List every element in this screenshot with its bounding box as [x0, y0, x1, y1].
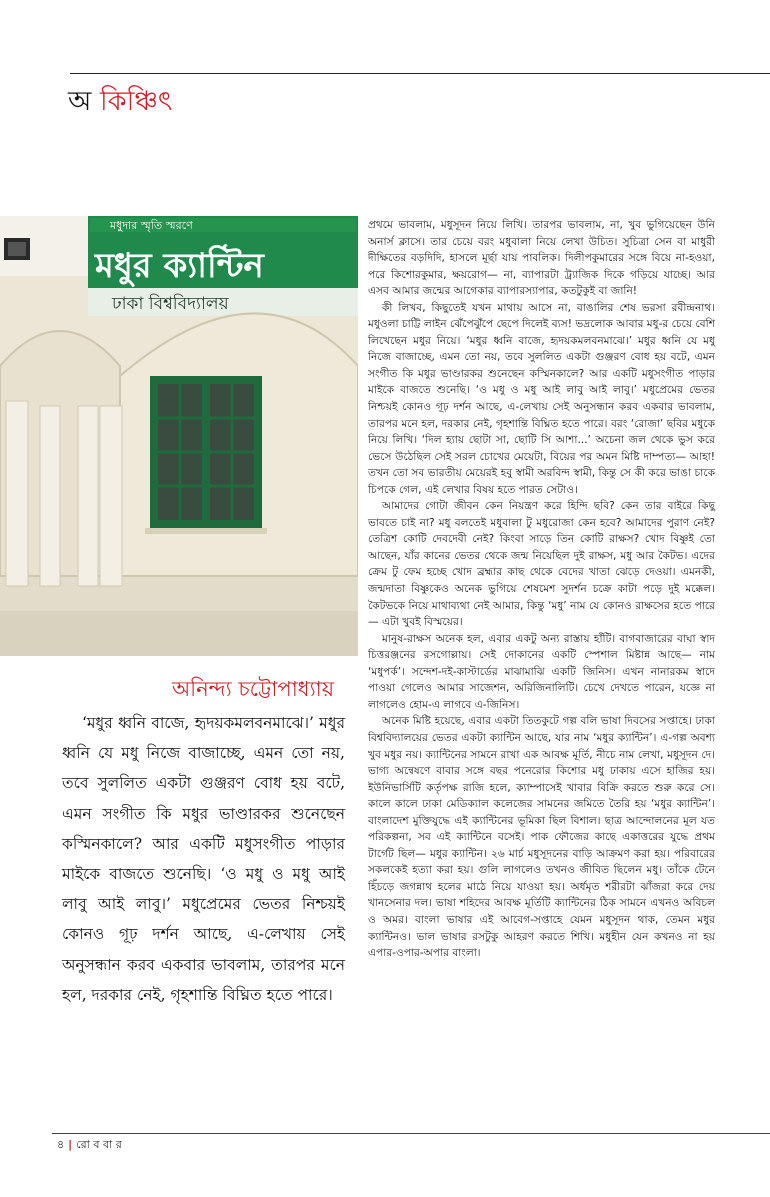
- bottom-rule: [52, 1133, 770, 1134]
- canteen-photo: [0, 216, 358, 656]
- sign-line-1: মধুদার স্মৃতি স্মরণে: [110, 219, 193, 232]
- section-prefix: অ: [68, 86, 92, 117]
- top-rule: [70, 73, 770, 74]
- pull-quote: [62, 708, 345, 1010]
- section-name: কিঞ্চিৎ: [99, 86, 173, 117]
- article-paragraph-2: কী লিখব, কিছুতেই যখন মাথায় আসে না, বাঙালির শেষ ভরসা রবীন্দ্রনাথ। মধুওলা চাট্টি লাইন ঝেঁপেঝুঁপে ছেপে দিলেই ব্যস! ভদ্রলোক আবার মধু-র চেয়ে বেশি লিখেছেন মধুর নিয়ে। ‘মধুর ধ্বনি বাজে, হৃদয়কমলবনমাঝে।’ মধুর ধ্বনি যে মধু নিজে বাজাচ্ছে, এমন তো নয়, তবে সুললিত একটা গুঞ্জরণ বোধ হয় বটে, এমন সংগীত কি মধুর ভাণ্ডারকর শুনেছেন কস্মিনকালে? আর একটি মধুসংগীত পাড়ার মাইকে বাজতে শুনেছি। ‘ও মধু ও মধু আই লাবু আই লাবু।’ মধুপ্রেমের ভেতর নিশ্চয়ই কোনও গূঢ় দর্শন আছে, এ-লেখায় সেই অনুসন্ধান করব একবার ভাবলাম, তারপর মনে হল, দরকার নেই, গৃহশান্তি বিঘ্নিত হতে পারে। বরং ‘রোজা’ ছবির মধুকে নিয়ে লিখি। ‘দিল হ্যায় ছোটা সা, ছোটি সি আশা...’ অচেনা জল থেকে ভুস করে ভেসে উঠেছিল সেই সরল চোখের মেয়েটা, বিয়ের পর অমন মিষ্টি দাম্পত্য— আহা! তখন তো সব ভারতীয় মেয়েরই হবু স্বামী অরবিন্দ স্বামী, কিন্তু সে কী করে ভাঙা চাকে চিপকে গেল, এই লেখার বিষয় হতে পারত সেটাও।: [368, 301, 715, 496]
- article-paragraph-3: আমাদের গোটা জীবন কেন নিয়ন্ত্রণ করে হিন্দি ছবি? কেন তার বাইরে কিছু ভাবতে চাই না? মধু বলতেই মধুবালা টু মধুরোজা কেন হবে? আমাদের পুরাণ নেই? তেত্রিশ কোটি দেবদেবী নেই? কিংবা সাড়ে তিন কোটি রাক্ষস? খোদ বিষ্ণুই তো আছেন, যাঁর কানের ভেতর থেকে জন্ম নিয়েছিল দুই রাক্ষস, মধু আর কৈটভ। এদের ক্রেম টু ফেম হচ্ছে খোদ ব্রহ্মার কাছ থেকে বেদের খাতা ঝেড়ে দেওয়া। এমনকী, জন্মদাতা বিষ্ণুকেও অনেক ভুগিয়ে শেষমেশ সুদর্শন চক্রে কাটা পড়ে দুই মক্কেল। কৈটভকে নিয়ে মাথাব্যথা নেই আমার, কিন্তু ‘মধু’ নাম যে কোনও রাক্ষসের হতে পারে— এটা খুবই বিস্ময়ের।: [368, 500, 715, 629]
- author-byline: অনিন্দ্য চট্টোপাধ্যায়: [172, 677, 335, 701]
- canteen-photo-illustration: [0, 216, 358, 656]
- page-number: ৪: [57, 1138, 65, 1151]
- sign-line-2: মধুর ক্যান্টিন: [95, 246, 264, 286]
- pull-quote-text: ‘মধুর ধ্বনি বাজে, হৃদয়কমলবনমাঝে।’ মধুর ধ্বনি যে মধু নিজে বাজাচ্ছে, এমন তো নয়, তবে সুললিত একটা গুঞ্জরণ বোধ হয় বটে, এমন সংগীত কি মধুর ভাণ্ডারকর শুনেছেন কস্মিনকালে? আর একটি মধুসংগীত পাড়ার মাইকে বাজতে শুনেছি। ‘ও মধু ও মধু আই লাবু আই লাবু।’ মধুপ্রেমের ভেতর নিশ্চয়ই কোনও গূঢ় দর্শন আছে, এ-লেখায় সেই অনুসন্ধান করব একবার ভাবলাম, তারপর মনে হল, দরকার নেই, গৃহশান্তি বিঘ্নিত হতে পারে।: [62, 714, 345, 1004]
- magazine-name: রো ব বা র: [76, 1138, 122, 1151]
- article-body: [368, 217, 715, 962]
- article-paragraph-1: প্রথমে ভাবলাম, মধুসূদন নিয়ে লিখি। তারপর ভাবলাম, না, খুব ভুগিয়েছেন উনি অনার্স ক্লাসে। তার চেয়ে বরং মধুবালা নিয়ে লেখা উচিত। সুচিত্রা সেন বা মাধুরী দীক্ষিতের বড়দিদি, হাসলে মূর্ছা যায় পাবলিক। দিলীপকুমারের সঙ্গে বিয়ে না-হওয়া, পরে কিশোরকুমার, ক্ষয়রোগ— না, ব্যাপারটা ট্র্যাজিক দিকে গড়িয়ে যাচ্ছে। আর এসব আমার জন্মের আগেকার ব্যাপারস্যাপার, কতটুকুই বা জানি!: [368, 219, 715, 298]
- section-heading: [68, 86, 172, 118]
- footer-separator: |: [68, 1138, 73, 1151]
- page-footer: [57, 1136, 122, 1155]
- sign-line-3: ঢাকা বিশ্ববিদ্যালয়: [112, 294, 229, 314]
- article-paragraph-5: অনেক মিষ্টি হয়েছে, এবার একটা তিতকুটে গল্প বলি ভাষা দিবসের সপ্তাহে। ঢাকা বিশ্ববিদ্যালয়ের ভেতর একটা ক্যান্টিন আছে, যার নাম ‘মধুর ক্যান্টিন’। এ-গল্প অবশ্য খুব মধুর নয়। ক্যান্টিনের সামনে রাখা এক আবক্ষ মূর্তি, নীচে নাম লেখা, মধুসূদন দে। ভাগ্য অন্বেষণে বাবার সঙ্গে বছর পনেরোর কিশোর মধু ঢাকায় এসে হাজির হয়। ইউনিভার্সিটি কর্তৃপক্ষ রাজি হলে, ক্যাম্পাসেই খাবার বিক্রি করতে শুরু করে সে। কালে কালে ঢাকা মেডিক্যাল কলেজের সামনের জমিতে তৈরি হয় ‘মধুর ক্যান্টিন’। বাংলাদেশ মুক্তিযুদ্ধে এই ক্যান্টিনের ভূমিকা ছিল বিশাল। ছাত্র আন্দোলনের মূল যত পরিকল্পনা, সব এই ক্যান্টিনে বসেই। পাক ফৌজের কাছে একাত্তরের যুদ্ধে প্রথম টার্গেট ছিল— মধুর ক্যান্টিন। ২৬ মার্চ মধুসূদনের বাড়ি আক্রমণ করা হয়। পরিবারের সকলকেই হত্যা করা হয়। গুলি লাগলেও তখনও জীবিত ছিলেন মধু। তাঁকে টেনে হিঁচড়ে জগন্নাথ হলের মাঠে নিয়ে যাওয়া হয়। অর্ধমৃত শরীরটা ঝাঁজরা করে দেয় খানসেনার দল। ভাষা শহিদের আবক্ষ মূর্তিটি ক্যান্টিনের ঠিক সামনে এখনও অবিচল ও অমর। বাংলা ভাষার এই আবেগ-সপ্তাহে যেমন মধুসূদন থাক, তেমন মধুর ক্যান্টিনও। ভাল ভাষার রসটুকু আহরণ করতে শিখি। মধুহীন যেন কখনও না হয় এপার-ওপার-অপার বাংলা।: [368, 715, 715, 960]
- article-paragraph-4: মানুষ-রাক্ষস অনেক হল, এবার একটু অন্য রাস্তায় হাঁটি। বাগবাজারের বাঘা স্বাদ চিত্তরঞ্জনের রসগোল্লায়। সেই দোকানের একটি স্পেশাল মিষ্টান্ন আছে— নাম ‘মধুপর্ক’। সন্দেশ-দই-কাস্টার্ডের মাঝামাঝি একটি জিনিস। এখন নানারকম স্বাদে পাওয়া গেলেও আমার সাজেশন, অরিজিনালিটি। চেখে দেখতে পারেন, যজ্ঞে না লাগলেও হোম-এ লাগবে এ-জিনিস।: [368, 632, 715, 711]
